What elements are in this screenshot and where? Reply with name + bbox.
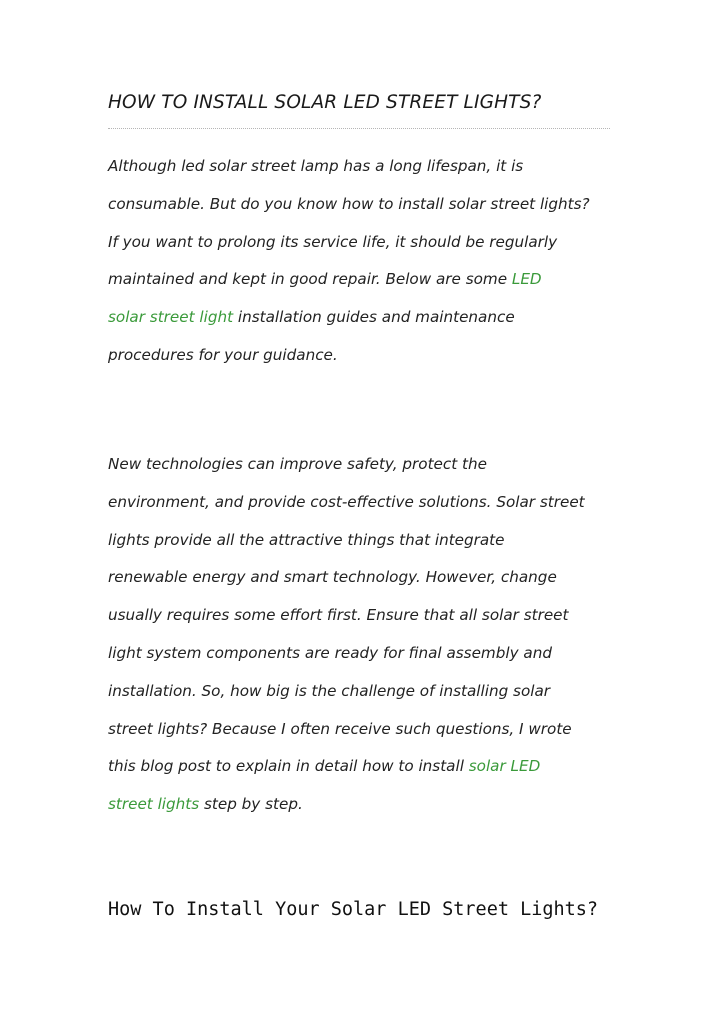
paragraph-line: usually requires some effort first. Ensure that all solar street [108, 606, 569, 625]
paragraph-line: lights provide all the attractive things that integrate [108, 530, 505, 549]
page-title: HOW TO INSTALL SOLAR LED STREET LIGHTS? [108, 92, 542, 113]
paragraph-text: installation guides and maintenance [233, 308, 515, 327]
paragraph-line [108, 748, 616, 786]
led-solar-street-light-link[interactable]: LED [511, 270, 542, 289]
paragraph-text: maintained and kept in good repair. Below are some [108, 270, 512, 289]
paragraph-line [108, 261, 616, 299]
section-heading: How To Install Your Solar LED Street Lights? [108, 899, 599, 920]
paragraph-line [108, 299, 616, 337]
paragraph-line: consumable. But do you know how to install solar street lights? [108, 194, 590, 213]
paragraph-line: renewable energy and smart technology. However, change [108, 568, 557, 587]
solar-led-street-lights-link-continued[interactable]: street lights [108, 795, 200, 814]
led-solar-street-light-link-continued[interactable]: solar street light [108, 308, 234, 327]
paragraph-text: this blog post to explain in detail how to install [108, 757, 469, 776]
paragraph-line: If you want to prolong its service life, it should be regularly [108, 232, 558, 251]
intro-paragraph [108, 148, 616, 375]
paragraph-text: step by step. [199, 795, 303, 814]
paragraph-line: New technologies can improve safety, protect the [108, 455, 487, 473]
paragraph-line: procedures for your guidance. [108, 345, 338, 364]
body-paragraph [108, 446, 616, 824]
paragraph-line [108, 786, 616, 824]
paragraph-line: light system components are ready for final assembly and [108, 643, 552, 662]
paragraph-line: environment, and provide cost-effective solutions. Solar street [108, 492, 585, 511]
paragraph-line: Although led solar street lamp has a long lifespan, it is [108, 157, 524, 175]
solar-led-street-lights-link[interactable]: solar LED [468, 757, 541, 776]
paragraph-line: installation. So, how big is the challenge of installing solar [108, 681, 551, 700]
title-divider [108, 128, 610, 129]
paragraph-line: street lights? Because I often receive such questions, I wrote [108, 719, 572, 738]
